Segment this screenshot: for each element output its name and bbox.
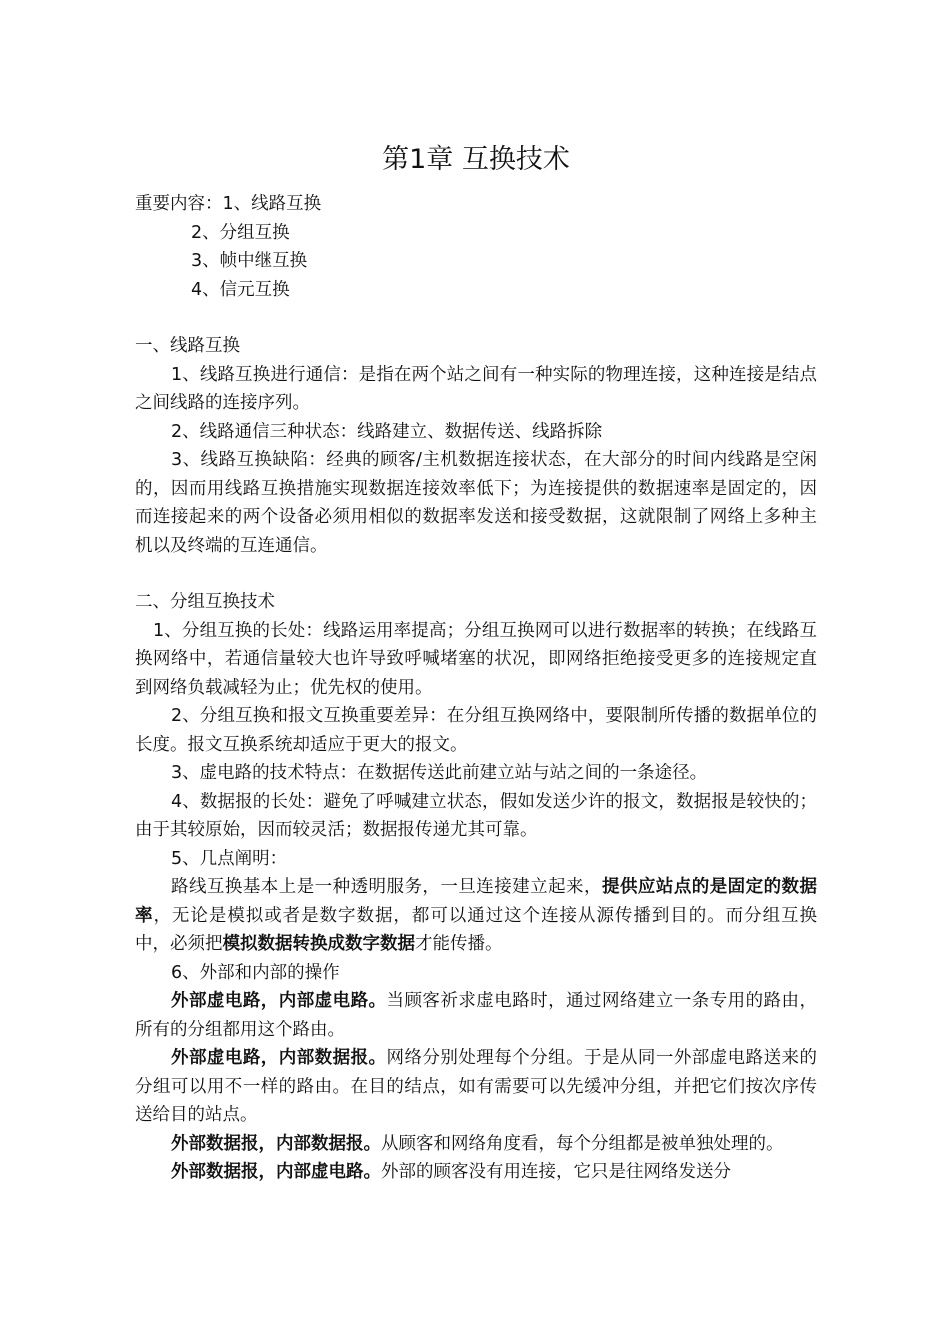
paragraph: [135, 873, 817, 959]
paragraph: 1、线路互换进行通信：是指在两个站之间有一种实际的物理连接，这种连接是结点之间线路的连接序列。: [135, 364, 817, 413]
paragraph: 3、虚电路的技术特点：在数据传送此前建立站与站之间的一条途径。: [171, 763, 708, 783]
text-run: ，无论是模拟或者是数字数据，都可以通过这个连接从源传播到目的。而分组互换中，必须把: [135, 905, 818, 954]
section-heading-2: 二、分组互换技术: [135, 592, 275, 612]
bold-text: 外部数据报，内部虚电路。: [171, 1162, 381, 1182]
bold-text: 外部虚电路，内部虚电路。: [171, 991, 387, 1011]
paragraph: 3、线路互换缺陷：经典的顾客/主机数据连接状态，在大部分的时间内线路是空闲的，因而用线路互换措施实现数据连接效率低下；为连接提供的数据速率是固定的，因而连接起来的两个设备必须用相似的数据率发送和接受数据，这就限制了网络上多种主机以及终端的互连通信。: [135, 450, 817, 556]
overview-item: 3、帧中继互换: [191, 251, 308, 271]
overview-item: 2、分组互换: [191, 222, 290, 243]
bold-text: 外部虚电路，内部数据报。: [171, 1048, 387, 1068]
paragraph: 2、线路通信三种状态：线路建立、数据传送、线路拆除: [171, 421, 603, 442]
bold-text: 外部数据报，内部数据报。: [171, 1133, 381, 1154]
bold-text: 模拟数据转换成数字数据: [222, 934, 415, 954]
section-heading-1: 一、线路互换: [135, 336, 240, 356]
text-run: 从顾客和网络角度看，每个分组都是被单独处理的。: [381, 1133, 784, 1154]
text-run: 网络分别处理每个分组。于是从同一外部虚电路送来的分组可以用不一样的路由。在目的结点，如有需要可以先缓冲分组，并把它们按次序传送给目的站点。: [135, 1048, 818, 1125]
paragraph: [135, 1130, 817, 1159]
paragraph: 1、分组互换的长处：线路运用率提高；分组互换网可以进行数据率的转换；在线路互换网络中，若通信量较大也许导致呼喊堵塞的状况，即网络拒绝接受更多的连接规定直到网络负载减轻为止；优先权的使用。: [135, 620, 817, 698]
document-page: [135, 140, 817, 1187]
overview-item: 4、信元互换: [191, 279, 290, 300]
paragraph: 6、外部和内部的操作: [171, 962, 340, 983]
text-run: 外部的顾客没有用连接，它只是往网络发送分: [381, 1162, 731, 1182]
page-title: 第1章 互换技术: [382, 144, 570, 175]
bold-text: 提供应站点的是固定的数据率: [135, 877, 818, 926]
paragraph: 5、几点阐明：: [171, 848, 288, 869]
paragraph: 4、数据报的长处：避免了呼喊建立状态，假如发送少许的报文，数据报是较快的；由于其较原始，因而较灵活；数据报传递尤其可靠。: [135, 791, 817, 840]
overview-lead: 重要内容：1、线路互换: [135, 194, 322, 214]
paragraph: [135, 1158, 817, 1187]
paragraph: [135, 1044, 817, 1130]
text-run: 才能传播。: [415, 934, 503, 954]
text-run: 路线互换基本上是一种透明服务，一旦连接建立起来，: [171, 877, 602, 897]
paragraph: [135, 987, 817, 1044]
paragraph: 2、分组互换和报文互换重要差异：在分组互换网络中，要限制所传播的数据单位的长度。报文互换系统却适应于更大的报文。: [135, 706, 817, 755]
text-run: 当顾客祈求虚电路时，通过网络建立一条专用的路由，所有的分组都用这个路由。: [135, 991, 818, 1040]
